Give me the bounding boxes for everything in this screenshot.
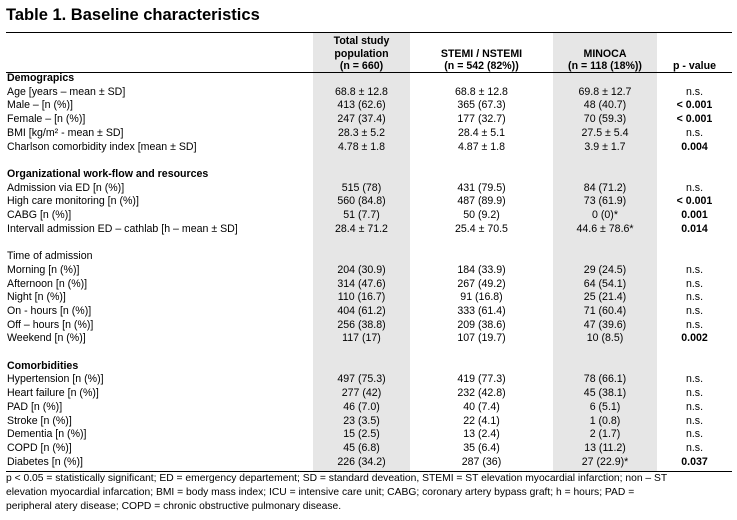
stemi-value: 267 (49.2) (457, 277, 506, 290)
stemi-value: 184 (33.9) (457, 263, 506, 276)
minoca-value: 69.8 ± 12.7 (578, 85, 632, 98)
table-row (6, 127, 732, 141)
minoca-value: 6 (5.1) (589, 400, 621, 413)
table-row (6, 141, 732, 155)
section-spacer (6, 154, 732, 168)
row-label: CABG [n (%)] (7, 209, 72, 222)
row-label: Off – hours [n (%)] (7, 318, 94, 331)
total-value: 4.78 ± 1.8 (337, 140, 386, 153)
stemi-value: 68.8 ± 12.8 (455, 85, 508, 98)
p-value: n.s. (685, 85, 704, 98)
total-value: 497 (75.3) (337, 373, 386, 386)
minoca-value: 13 (11.2) (584, 441, 626, 454)
minoca-value: 2 (1.7) (589, 428, 621, 441)
stemi-value: 107 (19.7) (457, 332, 506, 345)
footnote-line-1: p < 0.05 = statistically significant; ED = emergency departement; SD = standard deveation, STEMI = ST elevation myocardial infarction; non – ST (6, 473, 668, 484)
section-heading-row (6, 168, 732, 182)
minoca-value: 71 (60.4) (583, 304, 627, 317)
table-body (6, 72, 732, 469)
row-label: High care monitoring [n (%)] (7, 195, 139, 208)
section-heading-row (6, 360, 732, 374)
total-value: 51 (7.7) (343, 209, 380, 222)
stemi-value: 35 (6.4) (463, 441, 500, 454)
header-minoca-line1: MINOCA (583, 47, 627, 60)
table-row (6, 99, 732, 113)
table-row (6, 428, 732, 442)
spacer-cell (6, 236, 732, 250)
table-row (6, 113, 732, 127)
p-value: n.s. (685, 318, 704, 331)
table-row (6, 456, 732, 470)
total-value: 45 (6.8) (343, 441, 380, 454)
baseline-table (6, 32, 732, 469)
stemi-value: 419 (77.3) (457, 373, 506, 386)
stemi-value: 91 (16.8) (460, 291, 503, 304)
p-value: 0.037 (681, 455, 708, 468)
stemi-value: 177 (32.7) (457, 113, 506, 126)
header-minoca-line2: (n = 118 (18%)) (568, 59, 642, 72)
total-value: 560 (84.8) (337, 195, 386, 208)
header-total (313, 32, 410, 72)
stemi-value: 13 (2.4) (463, 428, 500, 441)
table-row (6, 264, 732, 278)
p-value: 0.004 (681, 140, 708, 153)
row-label: Diabetes [n (%)] (7, 455, 83, 468)
total-value: 204 (30.9) (337, 263, 386, 276)
p-value: < 0.001 (676, 99, 713, 112)
table-row (6, 373, 732, 387)
table-row (6, 442, 732, 456)
p-value: n.s. (685, 441, 704, 454)
row-label: Intervall admission ED – cathlab [h – mean ± SD] (7, 222, 238, 235)
stemi-value: 487 (89.9) (457, 195, 506, 208)
p-value: n.s. (685, 304, 704, 317)
stemi-value: 333 (61.4) (457, 304, 506, 317)
row-label: Female – [n (%)] (7, 113, 86, 126)
section-spacer (6, 346, 732, 360)
row-label: Afternoon [n (%)] (7, 277, 88, 290)
total-value: 515 (78) (341, 181, 382, 194)
minoca-value: 25 (21.4) (583, 291, 627, 304)
minoca-value: 1 (0.8) (589, 414, 621, 427)
stemi-value: 28.4 ± 5.1 (457, 126, 506, 139)
total-value: 46 (7.0) (343, 400, 380, 413)
minoca-value: 84 (71.2) (583, 181, 627, 194)
table-row (6, 278, 732, 292)
minoca-value: 27.5 ± 5.4 (581, 126, 629, 139)
total-value: 226 (34.2) (337, 455, 386, 468)
table-row (6, 223, 732, 237)
total-value: 28.3 ± 5.2 (337, 126, 386, 139)
table-row (6, 319, 732, 333)
row-label: COPD [n (%)] (7, 441, 72, 454)
total-value: 28.4 ± 71.2 (335, 222, 388, 235)
total-value: 247 (37.4) (337, 113, 386, 126)
row-label: Charlson comorbidity index [mean ± SD] (7, 140, 197, 153)
p-value: n.s. (685, 291, 704, 304)
p-value: n.s. (685, 126, 704, 139)
row-label: Admission via ED [n (%)] (7, 181, 125, 194)
p-value: < 0.001 (676, 195, 713, 208)
stemi-value: 50 (9.2) (463, 209, 500, 222)
row-label: Heart failure [n (%)] (7, 387, 99, 400)
minoca-value: 64 (54.1) (583, 277, 627, 290)
header-row (6, 32, 732, 72)
footnote (6, 472, 732, 514)
header-p-value-label: p - value (673, 59, 716, 72)
section-heading: Demograpics (7, 72, 75, 84)
table-row (6, 195, 732, 209)
p-value: n.s. (685, 373, 704, 386)
table-row (6, 86, 732, 100)
section-spacer (6, 236, 732, 250)
minoca-value: 48 (40.7) (583, 99, 627, 112)
minoca-value: 10 (8.5) (586, 332, 624, 345)
row-label: Night [n (%)] (7, 291, 66, 304)
total-value: 404 (61.2) (337, 304, 386, 317)
row-label: Dementia [n (%)] (7, 428, 87, 441)
stemi-value: 4.87 ± 1.8 (457, 140, 506, 153)
header-total-line3: (n = 660) (339, 59, 384, 72)
stemi-value: 209 (38.6) (457, 318, 506, 331)
minoca-value: 29 (24.5) (583, 263, 627, 276)
p-value: 0.001 (681, 209, 708, 222)
table-row (6, 291, 732, 305)
stemi-value: 431 (79.5) (457, 181, 506, 194)
header-stemi-line2: (n = 542 (82%)) (444, 59, 519, 72)
table-row (6, 415, 732, 429)
total-value: 68.8 ± 12.8 (335, 85, 388, 98)
total-value: 314 (47.6) (337, 277, 386, 290)
p-value: 0.014 (681, 222, 708, 235)
minoca-value: 27 (22.9)* (581, 455, 629, 468)
header-total-line2: population (334, 47, 389, 60)
table-row (6, 387, 732, 401)
table-title: Table 1. Baseline characteristics (6, 6, 260, 24)
p-value: n.s. (685, 400, 704, 413)
stemi-value: 287 (36) (461, 455, 502, 468)
total-value: 413 (62.6) (337, 99, 386, 112)
spacer-cell (6, 154, 732, 168)
row-label: Weekend [n (%)] (7, 332, 86, 345)
minoca-value: 78 (66.1) (583, 373, 627, 386)
minoca-value: 45 (38.1) (583, 387, 627, 400)
header-label-column (6, 32, 313, 72)
table-row (6, 209, 732, 223)
p-value: 0.002 (681, 332, 708, 345)
minoca-value: 47 (39.6) (583, 318, 627, 331)
stemi-value: 40 (7.4) (463, 400, 500, 413)
section-heading-row (6, 72, 732, 86)
p-value: < 0.001 (676, 113, 713, 126)
footnote-line-2: elevation myocardial infarcation; BMI = body mass index; ICU = intensive care unit; CABG; coronary artery bypass graft; h = hours; PAD = (6, 487, 635, 498)
total-value: 15 (2.5) (343, 428, 380, 441)
section-heading-row (6, 250, 732, 264)
row-label: Hypertension [n (%)] (7, 373, 104, 386)
minoca-value: 73 (61.9) (583, 195, 627, 208)
row-label: Stroke [n (%)] (7, 414, 72, 427)
row-label: Male – [n (%)] (7, 99, 73, 112)
total-value: 110 (16.7) (337, 291, 386, 304)
row-label: BMI [kg/m² - mean ± SD] (7, 126, 124, 139)
stemi-value: 232 (42.8) (457, 387, 506, 400)
table-row (6, 305, 732, 319)
spacer-cell (6, 346, 732, 360)
header-stemi-line1: STEMI / NSTEMI (440, 47, 523, 60)
row-label: Morning [n (%)] (7, 263, 80, 276)
p-value: n.s. (685, 277, 704, 290)
total-value: 256 (38.8) (337, 318, 386, 331)
table-row (6, 401, 732, 415)
header-stemi (410, 32, 553, 72)
p-value: n.s. (685, 414, 704, 427)
minoca-value: 70 (59.3) (583, 113, 627, 126)
total-value: 277 (42) (341, 387, 382, 400)
table-row (6, 332, 732, 346)
minoca-value: 44.6 ± 78.6* (576, 222, 634, 235)
section-heading: Organizational work-flow and resources (7, 167, 209, 180)
stemi-value: 22 (4.1) (463, 414, 500, 427)
total-value: 117 (17) (342, 332, 381, 345)
section-heading: Time of admission (7, 250, 93, 263)
row-label: PAD [n (%)] (7, 400, 63, 413)
p-value: n.s. (685, 263, 704, 276)
table-row (6, 182, 732, 196)
section-heading: Comorbidities (7, 359, 79, 372)
minoca-value: 3.9 ± 1.7 (584, 140, 626, 153)
p-value: n.s. (685, 387, 704, 400)
minoca-value: 0 (0)* (592, 209, 618, 222)
total-value: 23 (3.5) (343, 414, 380, 427)
p-value: n.s. (685, 181, 704, 194)
p-value: n.s. (685, 428, 704, 441)
footnote-line-3: peripheral atery disease; COPD = chronic obstructive pulmonary disease. (6, 501, 342, 512)
row-label: Age [years – mean ± SD] (7, 85, 126, 98)
header-total-line1: Total study (333, 35, 390, 48)
stemi-value: 25.4 ± 70.5 (455, 222, 508, 235)
stemi-value: 365 (67.3) (457, 99, 506, 112)
header-p-value (657, 32, 732, 72)
row-label: On - hours [n (%)] (7, 304, 92, 317)
header-minoca (553, 32, 657, 72)
